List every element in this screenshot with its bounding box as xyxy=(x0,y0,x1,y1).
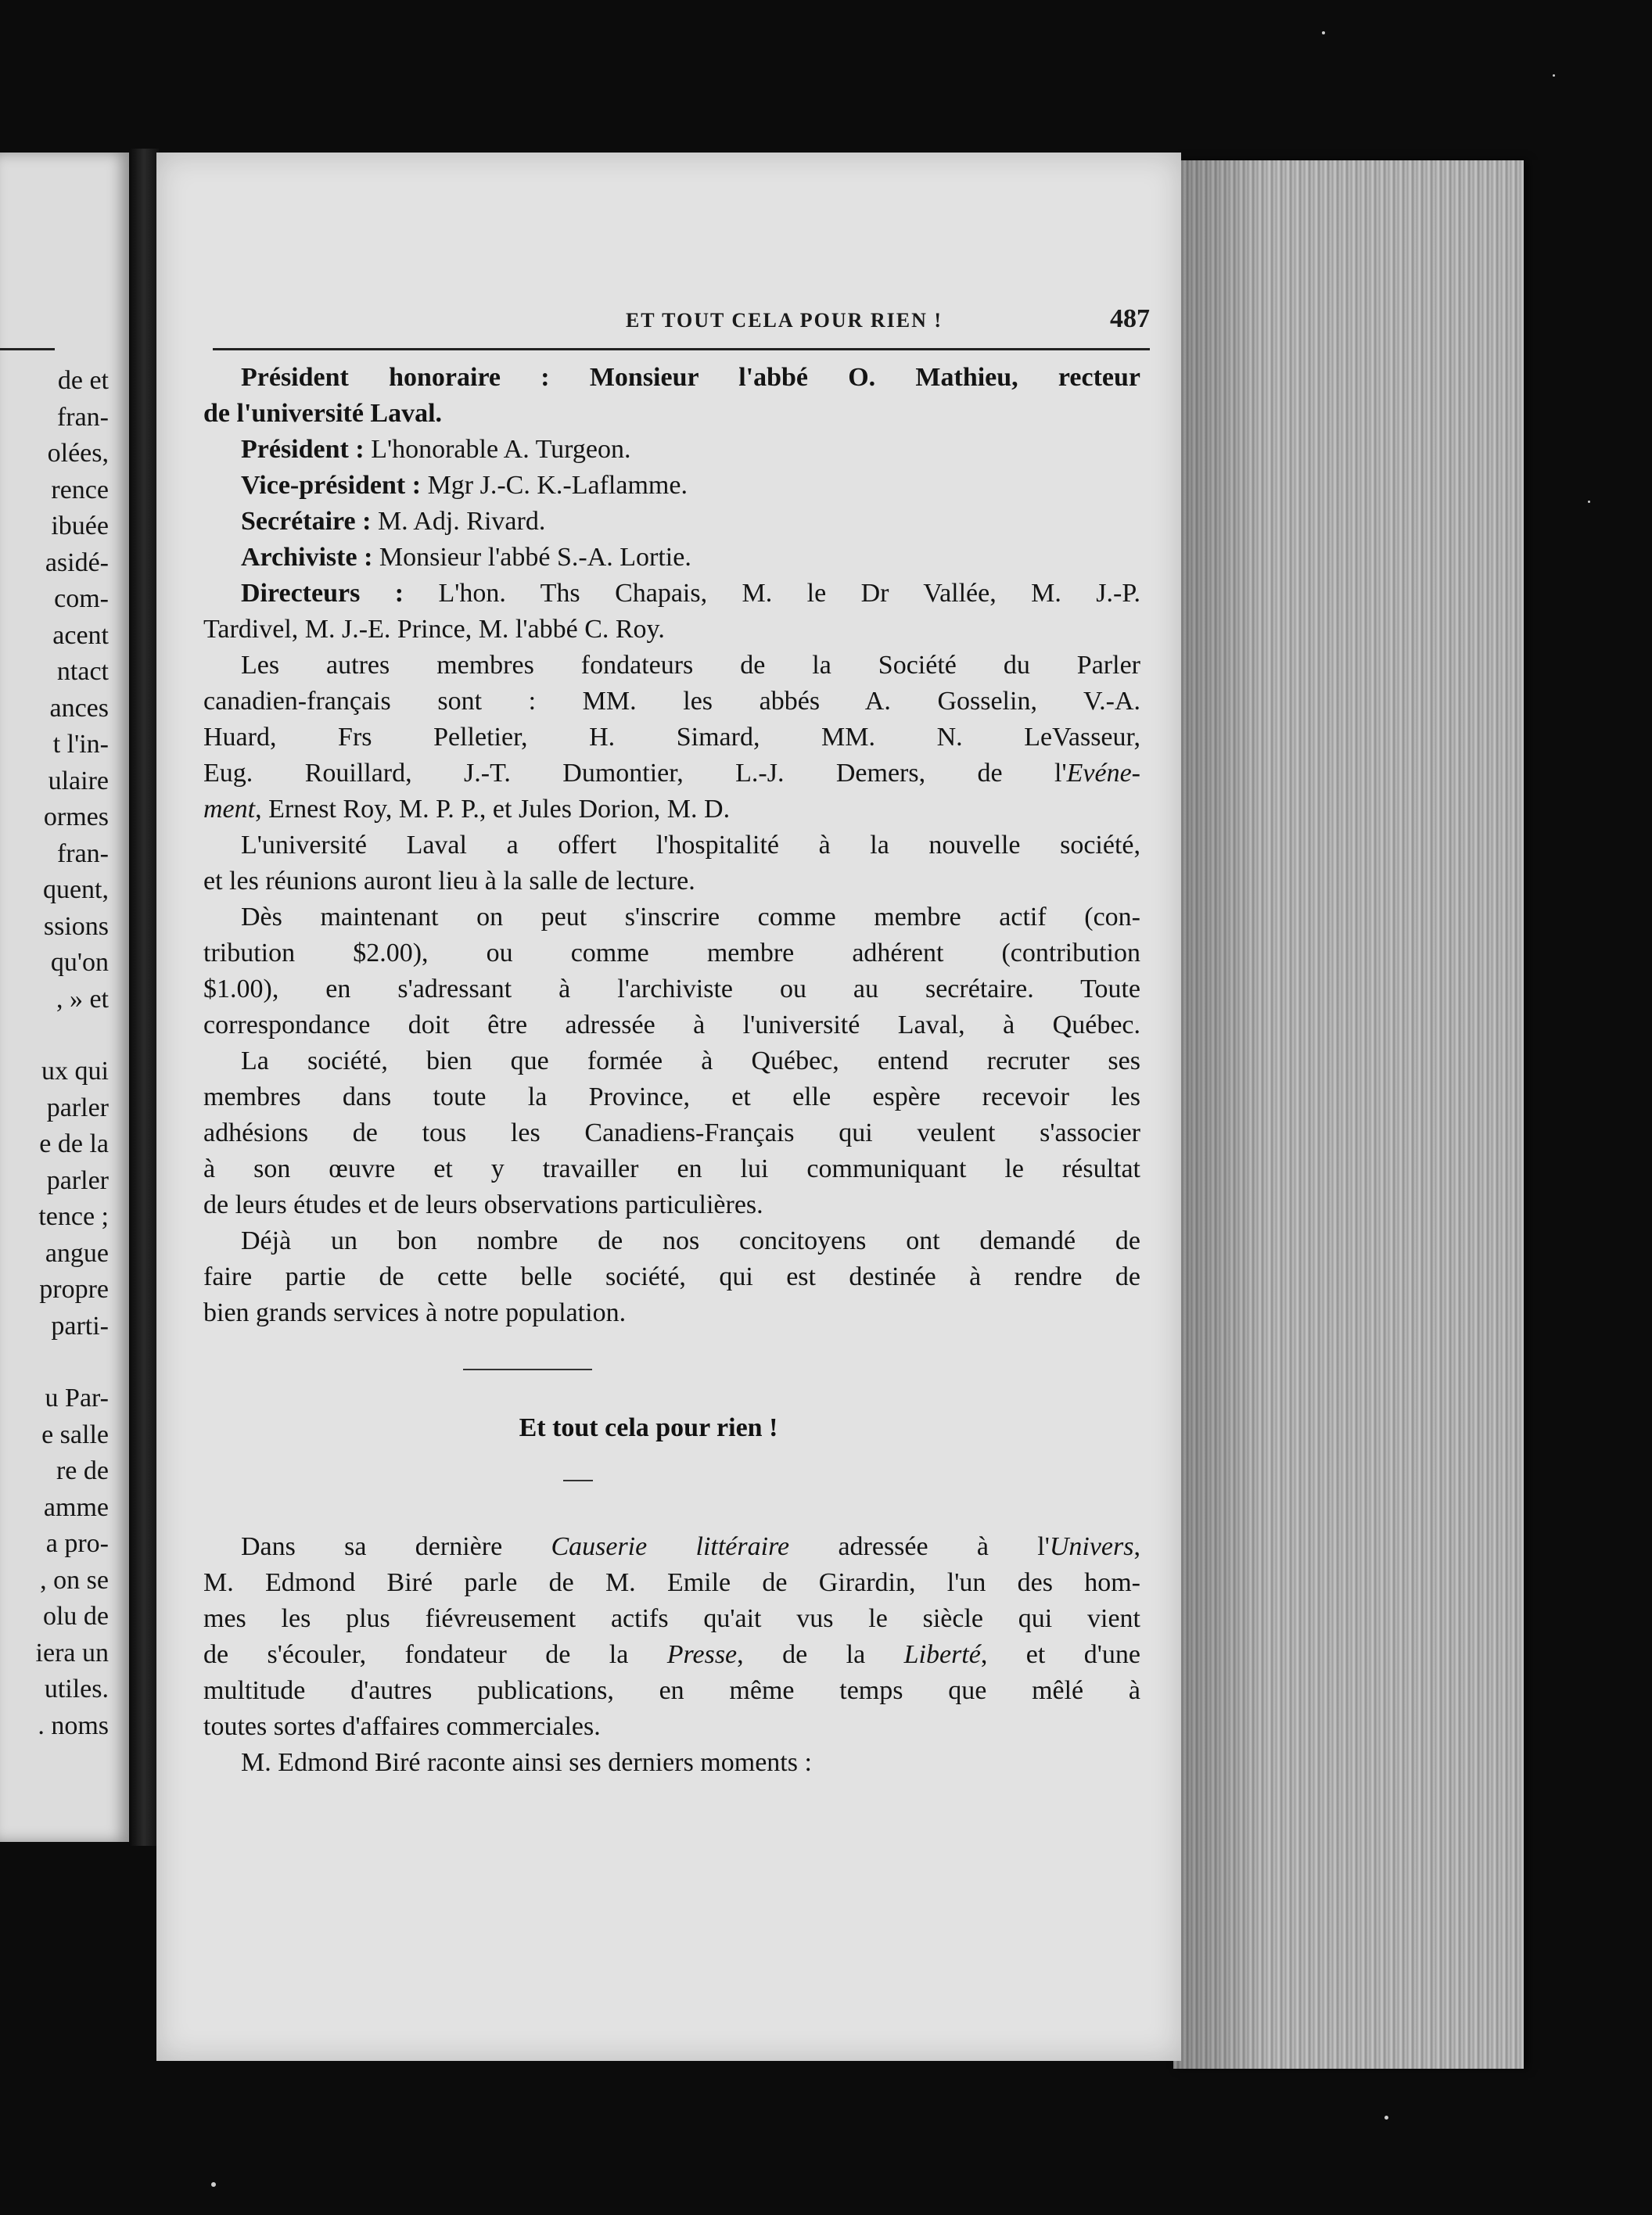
paragraph-line: Déjà un bon nombre de nos concitoyens ont demandé de xyxy=(241,1226,1140,1255)
left-page-line-fragment: olu de xyxy=(42,1602,109,1631)
paragraph-line: de leurs études et de leurs observations particulières. xyxy=(203,1190,763,1219)
paragraph-line xyxy=(203,792,1140,827)
paragraph-line xyxy=(203,1637,1140,1673)
left-page-line-fragment: ibuée xyxy=(51,512,109,540)
section-separator xyxy=(463,1369,592,1370)
left-page-line-fragment: a pro- xyxy=(45,1529,109,1558)
paragraph-line: La société, bien que formée à Québec, entend recruter ses xyxy=(241,1046,1140,1075)
paragraph-line: adhésions de tous les Canadiens-Français qui veulent s'associer xyxy=(203,1118,1140,1147)
officer-name-continued: Tardivel, M. J.-E. Prince, M. l'abbé C. Roy. xyxy=(203,615,665,644)
officer-label: Archiviste : xyxy=(241,543,373,572)
left-page-line-fragment: com- xyxy=(54,584,109,613)
officer-line xyxy=(203,396,1140,432)
italic-run: Causerie littéraire xyxy=(551,1532,790,1561)
film-speck xyxy=(1322,31,1325,34)
text-run: , Ernest Roy, M. P. P., et Jules Dorion, M. D. xyxy=(255,795,731,824)
text-run: , et d'une xyxy=(980,1640,1140,1669)
left-page-line-fragment: parti- xyxy=(51,1311,109,1341)
officer-name-continued: de l'université Laval. xyxy=(203,399,443,428)
paragraph-line: membres dans toute la Province, et elle espère recevoir les xyxy=(203,1082,1140,1111)
left-page-line-fragment: e de la xyxy=(39,1129,109,1158)
left-facing-page xyxy=(0,153,129,1842)
left-page-line-fragment: iera un xyxy=(35,1638,109,1668)
italic-run: Liberté xyxy=(903,1640,981,1669)
left-page-line-fragment: fran- xyxy=(56,838,109,868)
left-page-line-fragment: asidé- xyxy=(45,547,109,577)
film-speck xyxy=(1588,501,1590,503)
officer-line xyxy=(203,540,1178,576)
left-page-line-fragment: olées, xyxy=(47,439,109,468)
film-speck xyxy=(1553,74,1555,77)
paragraph-line: canadien-français sont : MM. les abbés A. Gosselin, V.-A. xyxy=(203,687,1140,716)
officer-label: Secrétaire : xyxy=(241,507,372,536)
page-number: 487 xyxy=(1110,304,1150,333)
left-page-line-fragment: ssions xyxy=(43,911,109,941)
text-run: , de la xyxy=(737,1640,904,1669)
left-page-line-fragment: . noms xyxy=(38,1711,109,1740)
officer-name: Monsieur l'abbé S.-A. Lortie. xyxy=(372,543,691,572)
book-page xyxy=(156,153,1181,2061)
paragraph-line: M. Edmond Biré raconte ainsi ses derniers moments : xyxy=(241,1748,812,1777)
left-page-line-fragment: angue xyxy=(45,1238,109,1268)
film-speck xyxy=(1384,2116,1388,2120)
officer-label: Vice-président : xyxy=(241,471,422,500)
paragraph-line xyxy=(203,756,1140,792)
running-title: ET TOUT CELA POUR RIEN ! xyxy=(625,309,943,332)
paragraph-line xyxy=(203,1529,1140,1565)
left-page-line-fragment: ances xyxy=(49,693,109,723)
italic-run: ment xyxy=(203,795,256,824)
left-page-line-fragment: rence xyxy=(51,475,109,504)
paragraph-line: mes les plus fiévreusement actifs qu'ait vus le siècle qui vient xyxy=(203,1604,1140,1633)
paragraph-line: et les réunions auront lieu à la salle de lecture. xyxy=(203,867,695,896)
running-head xyxy=(418,304,1150,340)
italic-run: Evéne- xyxy=(1066,759,1140,788)
left-page-line-fragment: acent xyxy=(52,620,109,650)
italic-run: Presse xyxy=(666,1640,738,1669)
officer-line xyxy=(203,360,1140,396)
officer-label: Directeurs : xyxy=(241,579,404,608)
left-page-line-fragment: utiles. xyxy=(44,1675,109,1703)
left-page-line-fragment: de et xyxy=(57,366,109,395)
officer-line xyxy=(203,504,1178,540)
text-run: Eug. Rouillard, J.-T. Dumontier, L.-J. Demers, de l' xyxy=(203,759,1067,788)
officer-name: L'hon. Ths Chapais, M. le Dr Vallée, M. J.-P. xyxy=(404,579,1140,608)
paragraph-line: Les autres membres fondateurs de la Société du Parler xyxy=(241,651,1140,680)
officer-line xyxy=(203,432,1178,468)
left-page-line-fragment: , » et xyxy=(56,984,109,1014)
paragraph-line: multitude d'autres publications, en même temps que mêlé à xyxy=(203,1676,1140,1705)
paragraph-line: L'université Laval a offert l'hospitalité à la nouvelle société, xyxy=(241,831,1140,860)
film-speck xyxy=(211,2182,216,2187)
text-run: de s'écouler, fondateur de la xyxy=(203,1640,667,1669)
left-page-line-fragment: t l'in- xyxy=(52,730,109,759)
book-gutter xyxy=(129,149,159,1846)
left-page-line-fragment: , on se xyxy=(40,1565,109,1595)
left-page-line-fragment: e salle xyxy=(41,1420,109,1449)
paragraph-line: Dès maintenant on peut s'inscrire comme membre actif (con- xyxy=(241,903,1140,932)
officer-label: Président honoraire : xyxy=(241,363,550,392)
section-title: Et tout cela pour rien ! xyxy=(519,1413,778,1442)
left-page-line-fragment: ux qui xyxy=(41,1057,109,1086)
officer-name: M. Adj. Rivard. xyxy=(371,507,546,536)
left-page-line-fragment: ormes xyxy=(43,802,109,831)
officer-line xyxy=(203,612,1140,648)
paragraph-line: tribution $2.00), ou comme membre adhérent (contribution xyxy=(203,939,1140,967)
officer-name: Mgr J.-C. K.-Laflamme. xyxy=(421,471,688,500)
officer-name: L'honorable A. Turgeon. xyxy=(364,435,631,464)
paragraph-line: toutes sortes d'affaires commerciales. xyxy=(203,1712,601,1741)
left-page-line-fragment: u Par- xyxy=(45,1384,109,1413)
left-page-line-fragment: re de xyxy=(56,1456,109,1485)
left-page-line-fragment: ntact xyxy=(56,657,109,686)
paragraph-line: bien grands services à notre population. xyxy=(203,1298,627,1327)
text-run: , xyxy=(1133,1532,1140,1561)
fore-edge-shadow xyxy=(1173,160,1267,2069)
left-page-line-fragment: qu'on xyxy=(50,948,109,977)
text-run: Dans sa dernière xyxy=(241,1532,551,1561)
text-run: adressée à l' xyxy=(789,1532,1050,1561)
left-page-line-fragment: parler xyxy=(46,1093,109,1122)
running-head-rule xyxy=(213,348,1150,350)
left-page-line-fragment: parler xyxy=(46,1165,109,1195)
paragraph-line: faire partie de cette belle société, qui est destinée à rendre de xyxy=(203,1262,1140,1291)
left-page-line-fragment: amme xyxy=(43,1492,109,1522)
italic-run: Univers xyxy=(1049,1532,1134,1561)
left-page-line-fragment: fran- xyxy=(56,402,109,432)
officer-line xyxy=(203,576,1140,612)
title-dash xyxy=(563,1480,593,1481)
officer-name: Monsieur l'abbé O. Mathieu, recteur xyxy=(549,363,1140,392)
paragraph-line: à son œuvre et y travailler en lui communiquant le résultat xyxy=(203,1154,1140,1183)
paragraph-line: M. Edmond Biré parle de M. Emile de Girardin, l'un des hom- xyxy=(203,1568,1140,1597)
left-page-line-fragment: ulaire xyxy=(48,766,109,795)
left-page-rule xyxy=(0,348,55,350)
officer-line xyxy=(203,468,1178,504)
paragraph-line: correspondance doit être adressée à l'université Laval, à Québec. xyxy=(203,1011,1140,1039)
left-page-line-fragment: tence ; xyxy=(38,1202,109,1231)
paragraph-line: $1.00), en s'adressant à l'archiviste ou au secrétaire. Toute xyxy=(203,975,1140,1003)
left-page-line-fragment: quent, xyxy=(42,875,109,904)
left-page-line-fragment: propre xyxy=(39,1275,109,1304)
paragraph-line: Huard, Frs Pelletier, H. Simard, MM. N. LeVasseur, xyxy=(203,723,1140,752)
officer-label: Président : xyxy=(241,435,365,464)
